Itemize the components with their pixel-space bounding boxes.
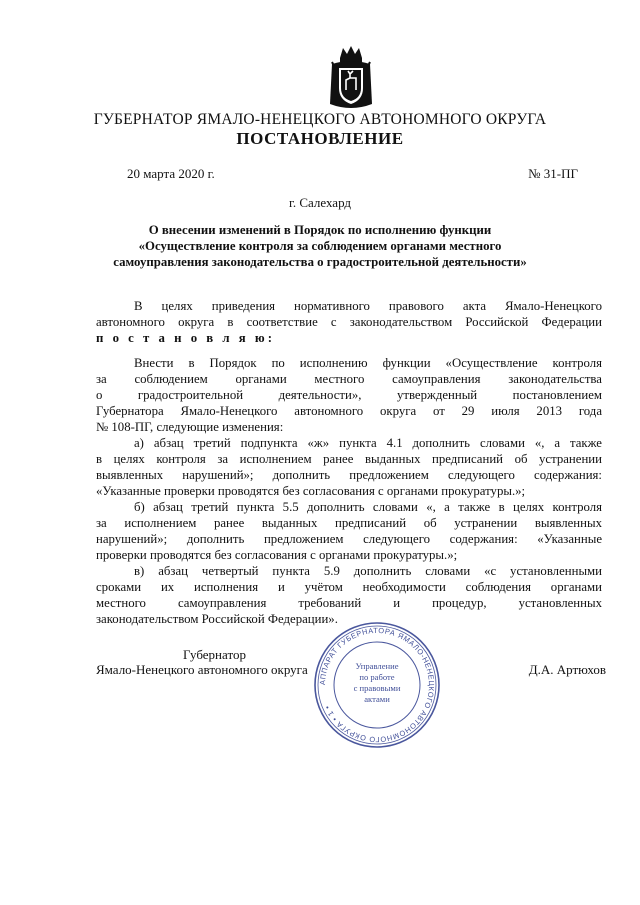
body-line: за соблюдением органами местного самоуправления законодательства: [96, 372, 602, 386]
document-date: 20 марта 2020 г.: [127, 166, 215, 181]
signatory-name: Д.А. Артюхов: [528, 662, 606, 677]
seal-center-line: Управление: [355, 661, 399, 671]
body-line: законодательством Российской Федерации».: [96, 612, 338, 626]
body-line: местного самоуправления требований и процедур, установленных: [96, 596, 602, 610]
decree-word: п о с т а н о в л я ю:: [96, 331, 275, 345]
document-city: г. Салехард: [288, 195, 352, 210]
body-line: Внести в Порядок по исполнению функции «Осуществление контроля: [134, 356, 602, 370]
body-line: проверки проводятся без согласования с органами прокуратуры.»;: [96, 548, 458, 562]
body-line: «Указанные проверки проводятся без согласования с органами прокуратуры.»;: [96, 484, 526, 498]
seal-center-line: по работе: [359, 672, 395, 682]
body-line: б) абзац третий пункта 5.5 дополнить словами «, а также в целях контроля: [134, 500, 602, 514]
issuer-title: ГУБЕРНАТОР ЯМАЛО-НЕНЕЦКОГО АВТОНОМНОГО ОКРУГА: [93, 111, 547, 128]
official-seal: [313, 621, 441, 749]
body-line: сроками их исполнения и учётом необходимости соблюдения органами: [96, 580, 602, 594]
document-type: ПОСТАНОВЛЕНИЕ: [236, 129, 404, 148]
signatory-title: Губернатор: [183, 647, 246, 662]
body-line: в целях контроля за исполнением ранее выданных предписаний об устранении: [96, 452, 602, 466]
document-number: № 31-ПГ: [528, 166, 578, 181]
body-line: выявленных нарушений»; дополнить предложением следующего содержания:: [96, 468, 602, 482]
body-line: а) абзац третий подпункта «ж» пункта 4.1 дополнить словами «, а также: [134, 436, 602, 450]
body-line: в) абзац четвертый пункта 5.9 дополнить словами «с установленными: [134, 564, 602, 578]
preamble-line: В целях приведения нормативного правового акта Ямало-Ненецкого: [134, 299, 602, 313]
preamble: [96, 298, 602, 346]
body-line: нарушений»; дополнить предложением следующего содержания: «Указанные: [96, 532, 602, 546]
body-line: о градостроительной деятельности», утвержденный постановлением: [96, 388, 602, 402]
preamble-line: автономного округа в соответствие с законодательством Российской Федерации: [96, 315, 602, 329]
subject-line: О внесении изменений в Порядок по исполнению функции: [148, 223, 492, 237]
body-line: за исполнением ранее выданных предписаний об устранении выявленных: [96, 516, 602, 530]
coat-of-arms-icon: [326, 44, 376, 112]
body-line: № 108-ПГ, следующие изменения:: [96, 420, 284, 434]
subject-line: «Осуществление контроля за соблюдением органами местного: [138, 239, 502, 253]
body-line: Губернатора Ямало-Ненецкого автономного округа от 29 июля 2013 года: [96, 404, 602, 418]
seal-center-line: с правовыми: [353, 683, 401, 693]
document-subject: [100, 222, 540, 270]
seal-ring-text: АППАРАТ ГУБЕРНАТОРА ЯМАЛО-НЕНЕЦКОГО АВТОНОМНОГО ОКРУГА • 1 •: [317, 625, 437, 745]
subject-line: самоуправления законодательства о градостроительной деятельности»: [113, 255, 527, 269]
seal-center-line: актами: [364, 694, 390, 704]
document-body: [96, 355, 602, 627]
signatory-region: Ямало-Ненецкого автономного округа: [96, 662, 308, 677]
